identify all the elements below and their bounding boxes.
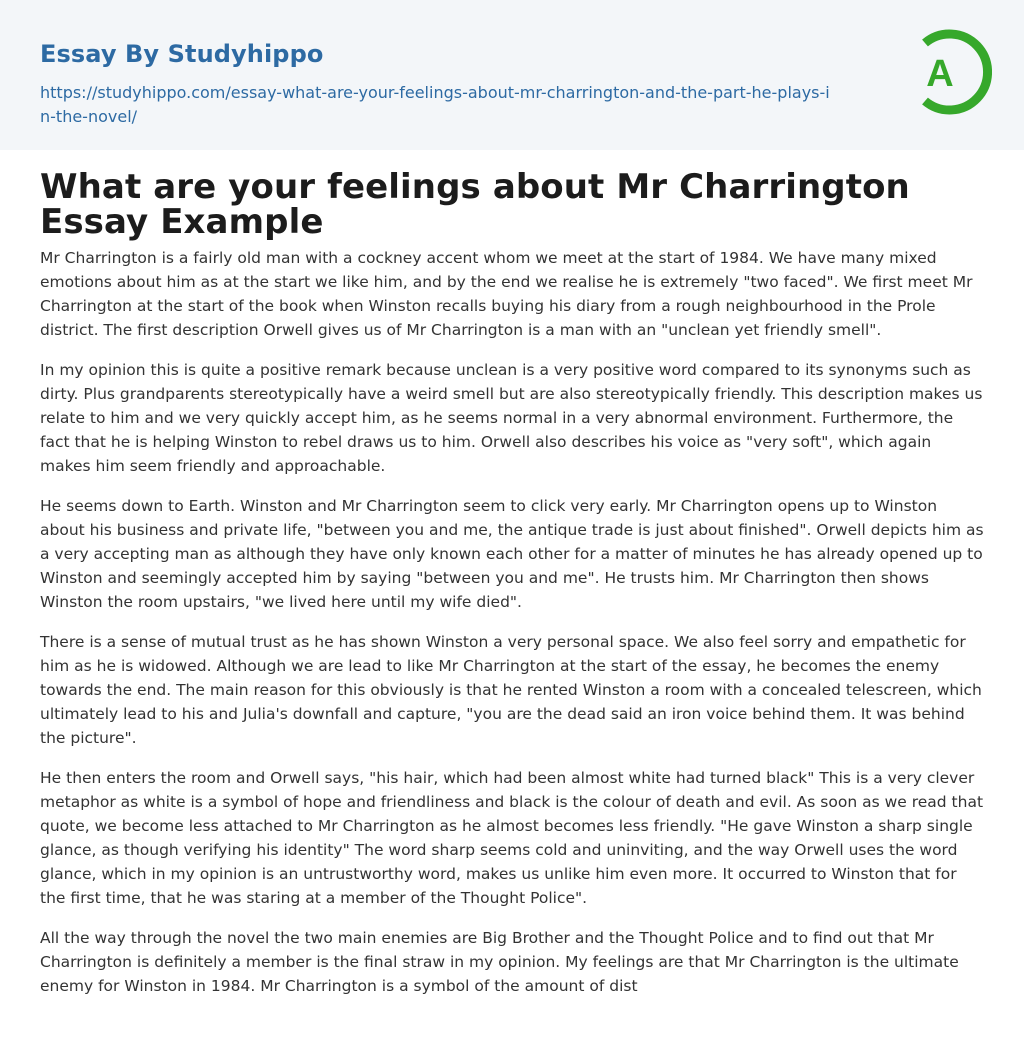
logo-letter: A <box>926 53 954 95</box>
essay-paragraph: He then enters the room and Orwell says, "his hair, which had been almost white had turned black" This is a very clever metaphor as white is a symbol of hope and friendliness and black is the colour of death and evil. As soon as we read that quote, we become less attached to Mr Charrington as he almost becomes less friendly. "He gave Winston a sharp single glance, as though verifying his identity" The word sharp seems cold and uninviting, and the way Orwell uses the word glance, which in my opinion is an untrustworthy word, makes us unlike him even more. It occurred to Winston that for the first time, that he was staring at a member of the Thought Police". <box>40 769 984 907</box>
essay-paragraph: In my opinion this is quite a positive remark because unclean is a very positive word compared to its synonyms such as dirty. Plus grandparents stereotypically have a weird smell but are also stereotypically friendly. This description makes us relate to him and we very quickly accept him, as he seems normal in a very abnormal environment. Furthermore, the fact that he is helping Winston to rebel draws us to him. Orwell also describes his voice as "very soft", which again makes him seem friendly and approachable. <box>40 361 983 475</box>
site-brand[interactable]: Essay By Studyhippo <box>40 40 324 68</box>
essay-paragraph: All the way through the novel the two main enemies are Big Brother and the Thought Police and to find out that Mr Charrington is definitely a member is the final straw in my opinion. My feelings are that Mr Charrington is the ultimate enemy for Winston in 1984. Mr Charrington is a symbol of the amount of dist <box>40 929 959 995</box>
source-url-link[interactable]: https://studyhippo.com/essay-what-are-your-feelings-about-mr-charrington-and-the-part-he-plays-in-the-novel/ <box>40 83 830 126</box>
site-header <box>0 0 1024 150</box>
essay-paragraph: He seems down to Earth. Winston and Mr Charrington seem to click very early. Mr Charrington opens up to Winston about his business and private life, "between you and me, the antique trade is just about finished". Orwell depicts him as a very accepting man as although they have only known each other for a matter of minutes he has already opened up to Winston and seemingly accepted him by saying "between you and me". He trusts him. Mr Charrington then shows Winston the room upstairs, "we lived here until my wife died". <box>40 497 984 611</box>
article-content <box>40 167 985 1014</box>
studyhippo-logo-icon[interactable] <box>908 26 992 118</box>
page-title: What are your feelings about Mr Charrington Essay Example <box>40 167 910 242</box>
essay-paragraph: Mr Charrington is a fairly old man with a cockney accent whom we meet at the start of 1984. We have many mixed emotions about him as at the start we like him, and by the end we realise he is extremely "two faced". We first meet Mr Charrington at the start of the book when Winston recalls buying his diary from a rough neighbourhood in the Prole district. The first description Orwell gives us of Mr Charrington is a man with an "unclean yet friendly smell". <box>40 249 973 339</box>
essay-paragraph: There is a sense of mutual trust as he has shown Winston a very personal space. We also feel sorry and empathetic for him as he is widowed. Although we are lead to like Mr Charrington at the start of the essay, he becomes the enemy towards the end. The main reason for this obviously is that he rented Winston a room with a concealed telescreen, which ultimately lead to his and Julia's downfall and capture, "you are the dead said an iron voice behind them. It was behind the picture". <box>40 633 982 747</box>
